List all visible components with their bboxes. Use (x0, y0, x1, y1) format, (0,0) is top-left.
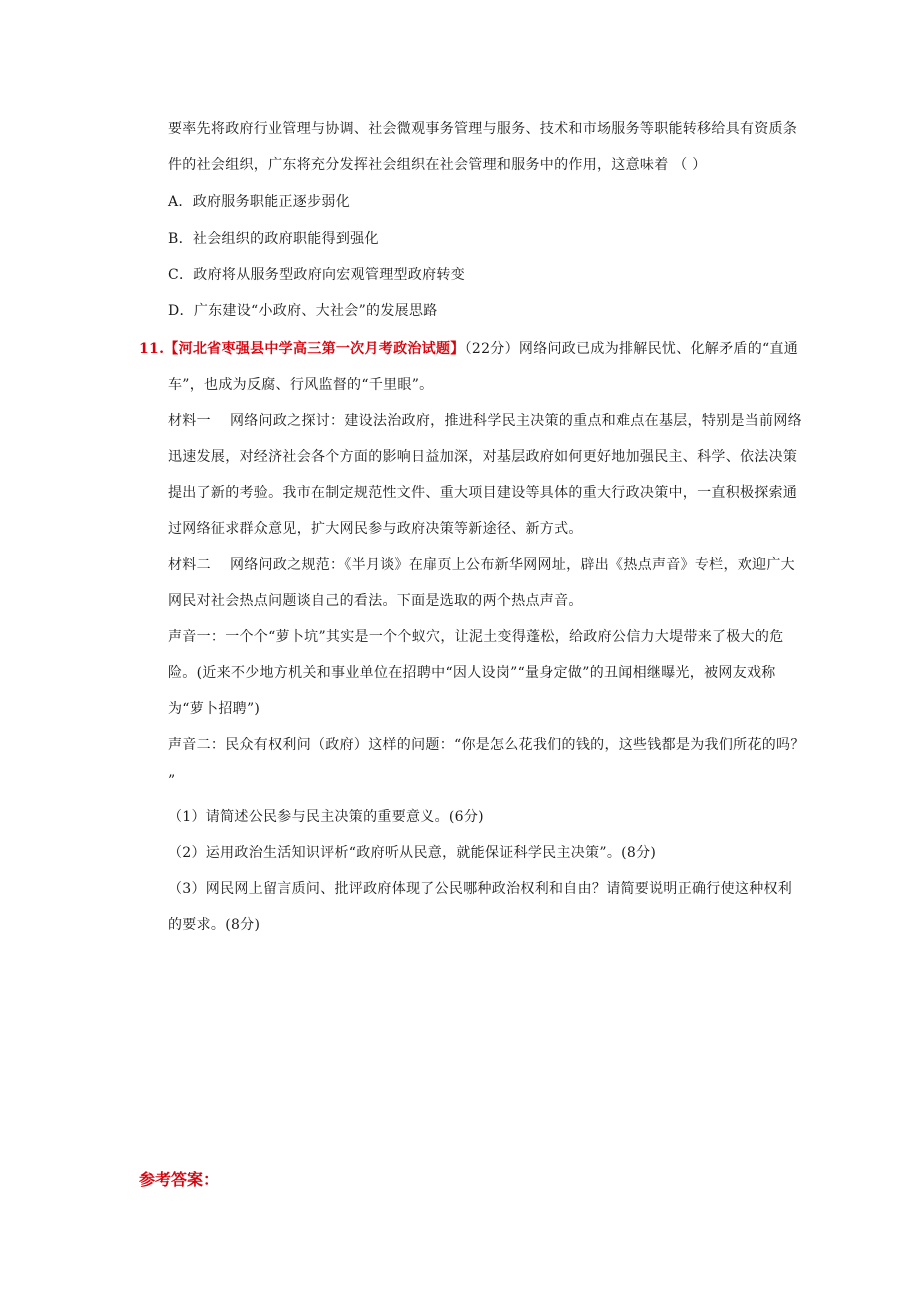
q10-option-b: B．社会组织的政府职能得到强化 (168, 231, 379, 247)
q11-intro-line-2: 车”，也成为反腐、行风监督的“千里眼”。 (168, 377, 434, 393)
q11-intro-line-1: （22分）网络问政已成为排解民忧、化解矛盾的“直通 (464, 341, 799, 357)
q11-heading (139, 339, 798, 359)
material2-line-1: 材料二 网络问政之规范：《半月谈》在扉页上公布新华网网址，辟出《热点声音》专栏，欢迎广大 (168, 557, 795, 573)
material2-line-2: 网民对社会热点问题谈自己的看法。下面是选取的两个热点声音。 (168, 593, 583, 609)
answer-heading: 参考答案： (139, 1170, 220, 1189)
voice2-line-2: ” (168, 773, 176, 789)
material1-line-2: 迅速发展，对经济社会各个方面的影响日益加深，对基层政府如何更好地加强民主、科学、依法决策 (168, 449, 798, 465)
q10-option-a: A．政府服务职能正逐步弱化 (168, 194, 351, 210)
q10-option-d: D．广东建设“小政府、大社会”的发展思路 (168, 303, 438, 319)
voice2-line-1: 声音二：民众有权利问（政府）这样的问题：“你是怎么花我们的钱的，这些钱都是为我们所花的吗？ (168, 737, 805, 753)
material1-line-4: 过网络征求群众意见，扩大网民参与政府决策等新途径、新方式。 (168, 521, 583, 537)
material1-line-1: 材料一 网络问政之探讨：建设法治政府，推进科学民主决策的重点和难点在基层，特别是当前网络 (168, 413, 802, 429)
q11-number: 11. (139, 341, 165, 357)
q11-source: 【河北省枣强县中学高三第一次月考政治试题】 (164, 341, 465, 357)
voice1-line-2: 险。(近来不少地方机关和事业单位在招聘中“因人设岗”“量身定做”的丑闻相继曝光，被网友戏称 (168, 665, 776, 681)
q10-stem-line-1: 要率先将政府行业管理与协调、社会微观事务管理与服务、技术和市场服务等职能转移给具有资质条 (168, 121, 798, 137)
q10-stem-line-2: 件的社会组织，广东将充分发挥社会组织在社会管理和服务中的作用，这意味着 （ ） (168, 157, 707, 173)
q11-question-2: （2）运用政治生活知识评析“政府听从民意，就能保证科学民主决策”。(8分) (168, 845, 657, 861)
q11-question-1: （1）请简述公民参与民主决策的重要意义。(6分) (168, 809, 484, 825)
voice1-line-1: 声音一：一个个“萝卜坑”其实是一个个蚁穴，让泥土变得蓬松，给政府公信力大堤带来了极大的危 (168, 629, 784, 645)
voice1-line-3: 为“萝卜招聘”) (168, 701, 261, 717)
material1-line-3: 提出了新的考验。我市在制定规范性文件、重大项目建设等具体的重大行政决策中，一直积极探索通 (168, 485, 798, 501)
q11-question-3-cont: 的要求。(8分) (168, 917, 261, 933)
q10-option-c: C．政府将从服务型政府向宏观管理型政府转变 (168, 267, 466, 283)
q11-question-3: （3）网民网上留言质问、批评政府体现了公民哪种政治权利和自由？请简要说明正确行使这种权利 (168, 881, 793, 897)
